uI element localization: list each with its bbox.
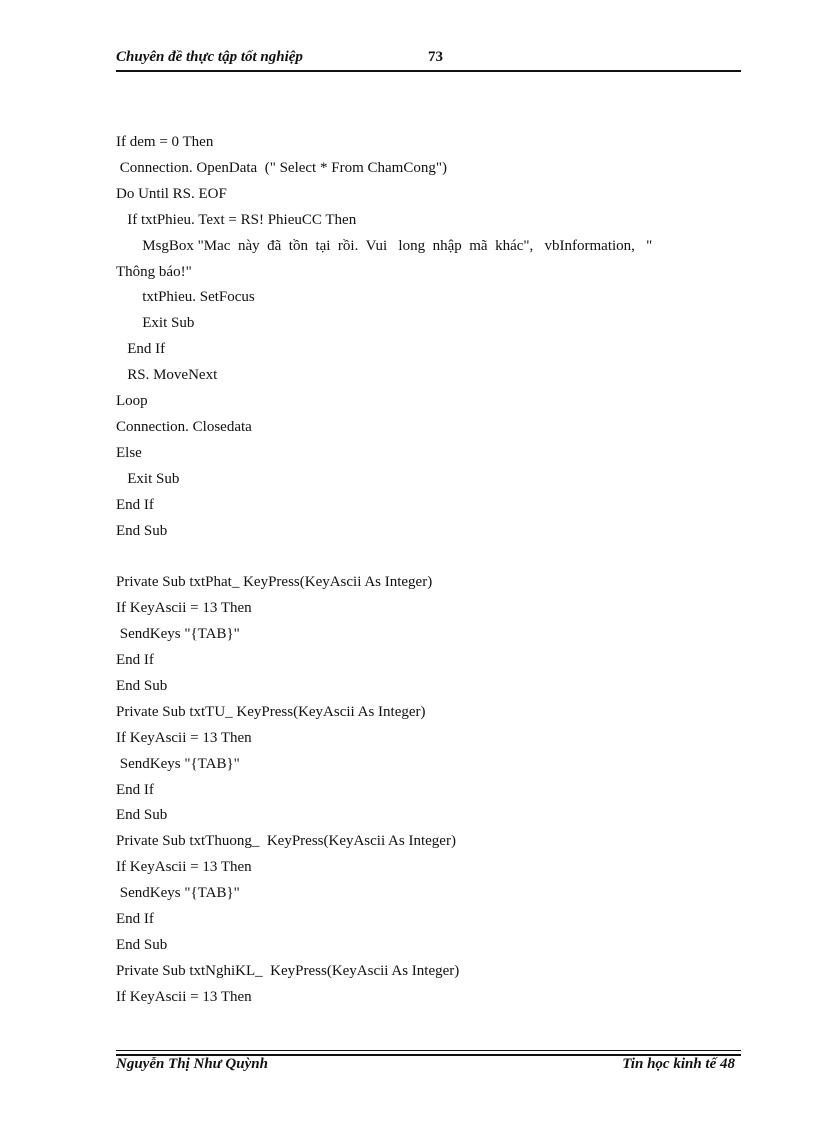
code-line: Private Sub txtPhat_ KeyPress(KeyAscii As Integer)	[116, 574, 433, 591]
code-line: Loop	[116, 393, 148, 409]
code-line: Thông báo!"	[116, 263, 192, 280]
code-line: End If	[116, 911, 154, 927]
page-header	[116, 47, 741, 69]
code-line: RS. MoveNext	[116, 367, 218, 384]
code-line: SendKeys "{TAB}"	[116, 755, 240, 772]
code-line: If dem = 0 Then	[116, 134, 214, 150]
footer-divider-thin	[116, 1050, 741, 1051]
document-title: Chuyên đề thực tập tốt nghiệp	[116, 49, 303, 65]
code-line: Private Sub txtThuong_ KeyPress(KeyAscii As Integer)	[116, 833, 456, 850]
header-divider	[116, 70, 741, 72]
code-line: Exit Sub	[116, 315, 195, 332]
page-footer	[116, 1056, 741, 1078]
code-line: End Sub	[116, 807, 168, 824]
page-number: 73	[428, 49, 443, 65]
code-line: Else	[116, 444, 142, 461]
code-line: If KeyAscii = 13 Then	[116, 988, 252, 1005]
code-line: Exit Sub	[116, 470, 180, 487]
code-line: Private Sub txtTU_ KeyPress(KeyAscii As Integer)	[116, 703, 426, 720]
code-line: End If	[116, 496, 154, 513]
code-line: SendKeys "{TAB}"	[116, 885, 240, 902]
code-line: SendKeys "{TAB}"	[116, 626, 240, 643]
code-line: If KeyAscii = 13 Then	[116, 729, 252, 746]
code-line: End Sub	[116, 522, 168, 539]
code-line: Connection. Closedata	[116, 418, 252, 435]
code-line: End If	[116, 652, 154, 668]
code-line: If txtPhieu. Text = RS! PhieuCC Then	[116, 211, 357, 228]
author-name: Nguyễn Thị Như Quỳnh	[116, 1056, 268, 1072]
code-line: MsgBox "Mac này đã tồn tại rồi. Vui long nhập mã khác", vbInformation, "	[116, 237, 653, 254]
course-name: Tin học kinh tế 48	[622, 1056, 735, 1072]
code-line: Private Sub txtNghiKL_ KeyPress(KeyAscii As Integer)	[116, 962, 460, 979]
code-line: txtPhieu. SetFocus	[116, 289, 255, 306]
code-line: Connection. OpenData (" Select * From ChamCong")	[116, 159, 447, 176]
code-line: If KeyAscii = 13 Then	[116, 600, 252, 617]
code-line: End If	[116, 781, 154, 798]
code-line: End Sub	[116, 677, 168, 694]
code-line: End If	[116, 341, 166, 358]
code-line: End Sub	[116, 936, 168, 953]
code-line: If KeyAscii = 13 Then	[116, 859, 252, 876]
code-line: Do Until RS. EOF	[116, 185, 227, 202]
